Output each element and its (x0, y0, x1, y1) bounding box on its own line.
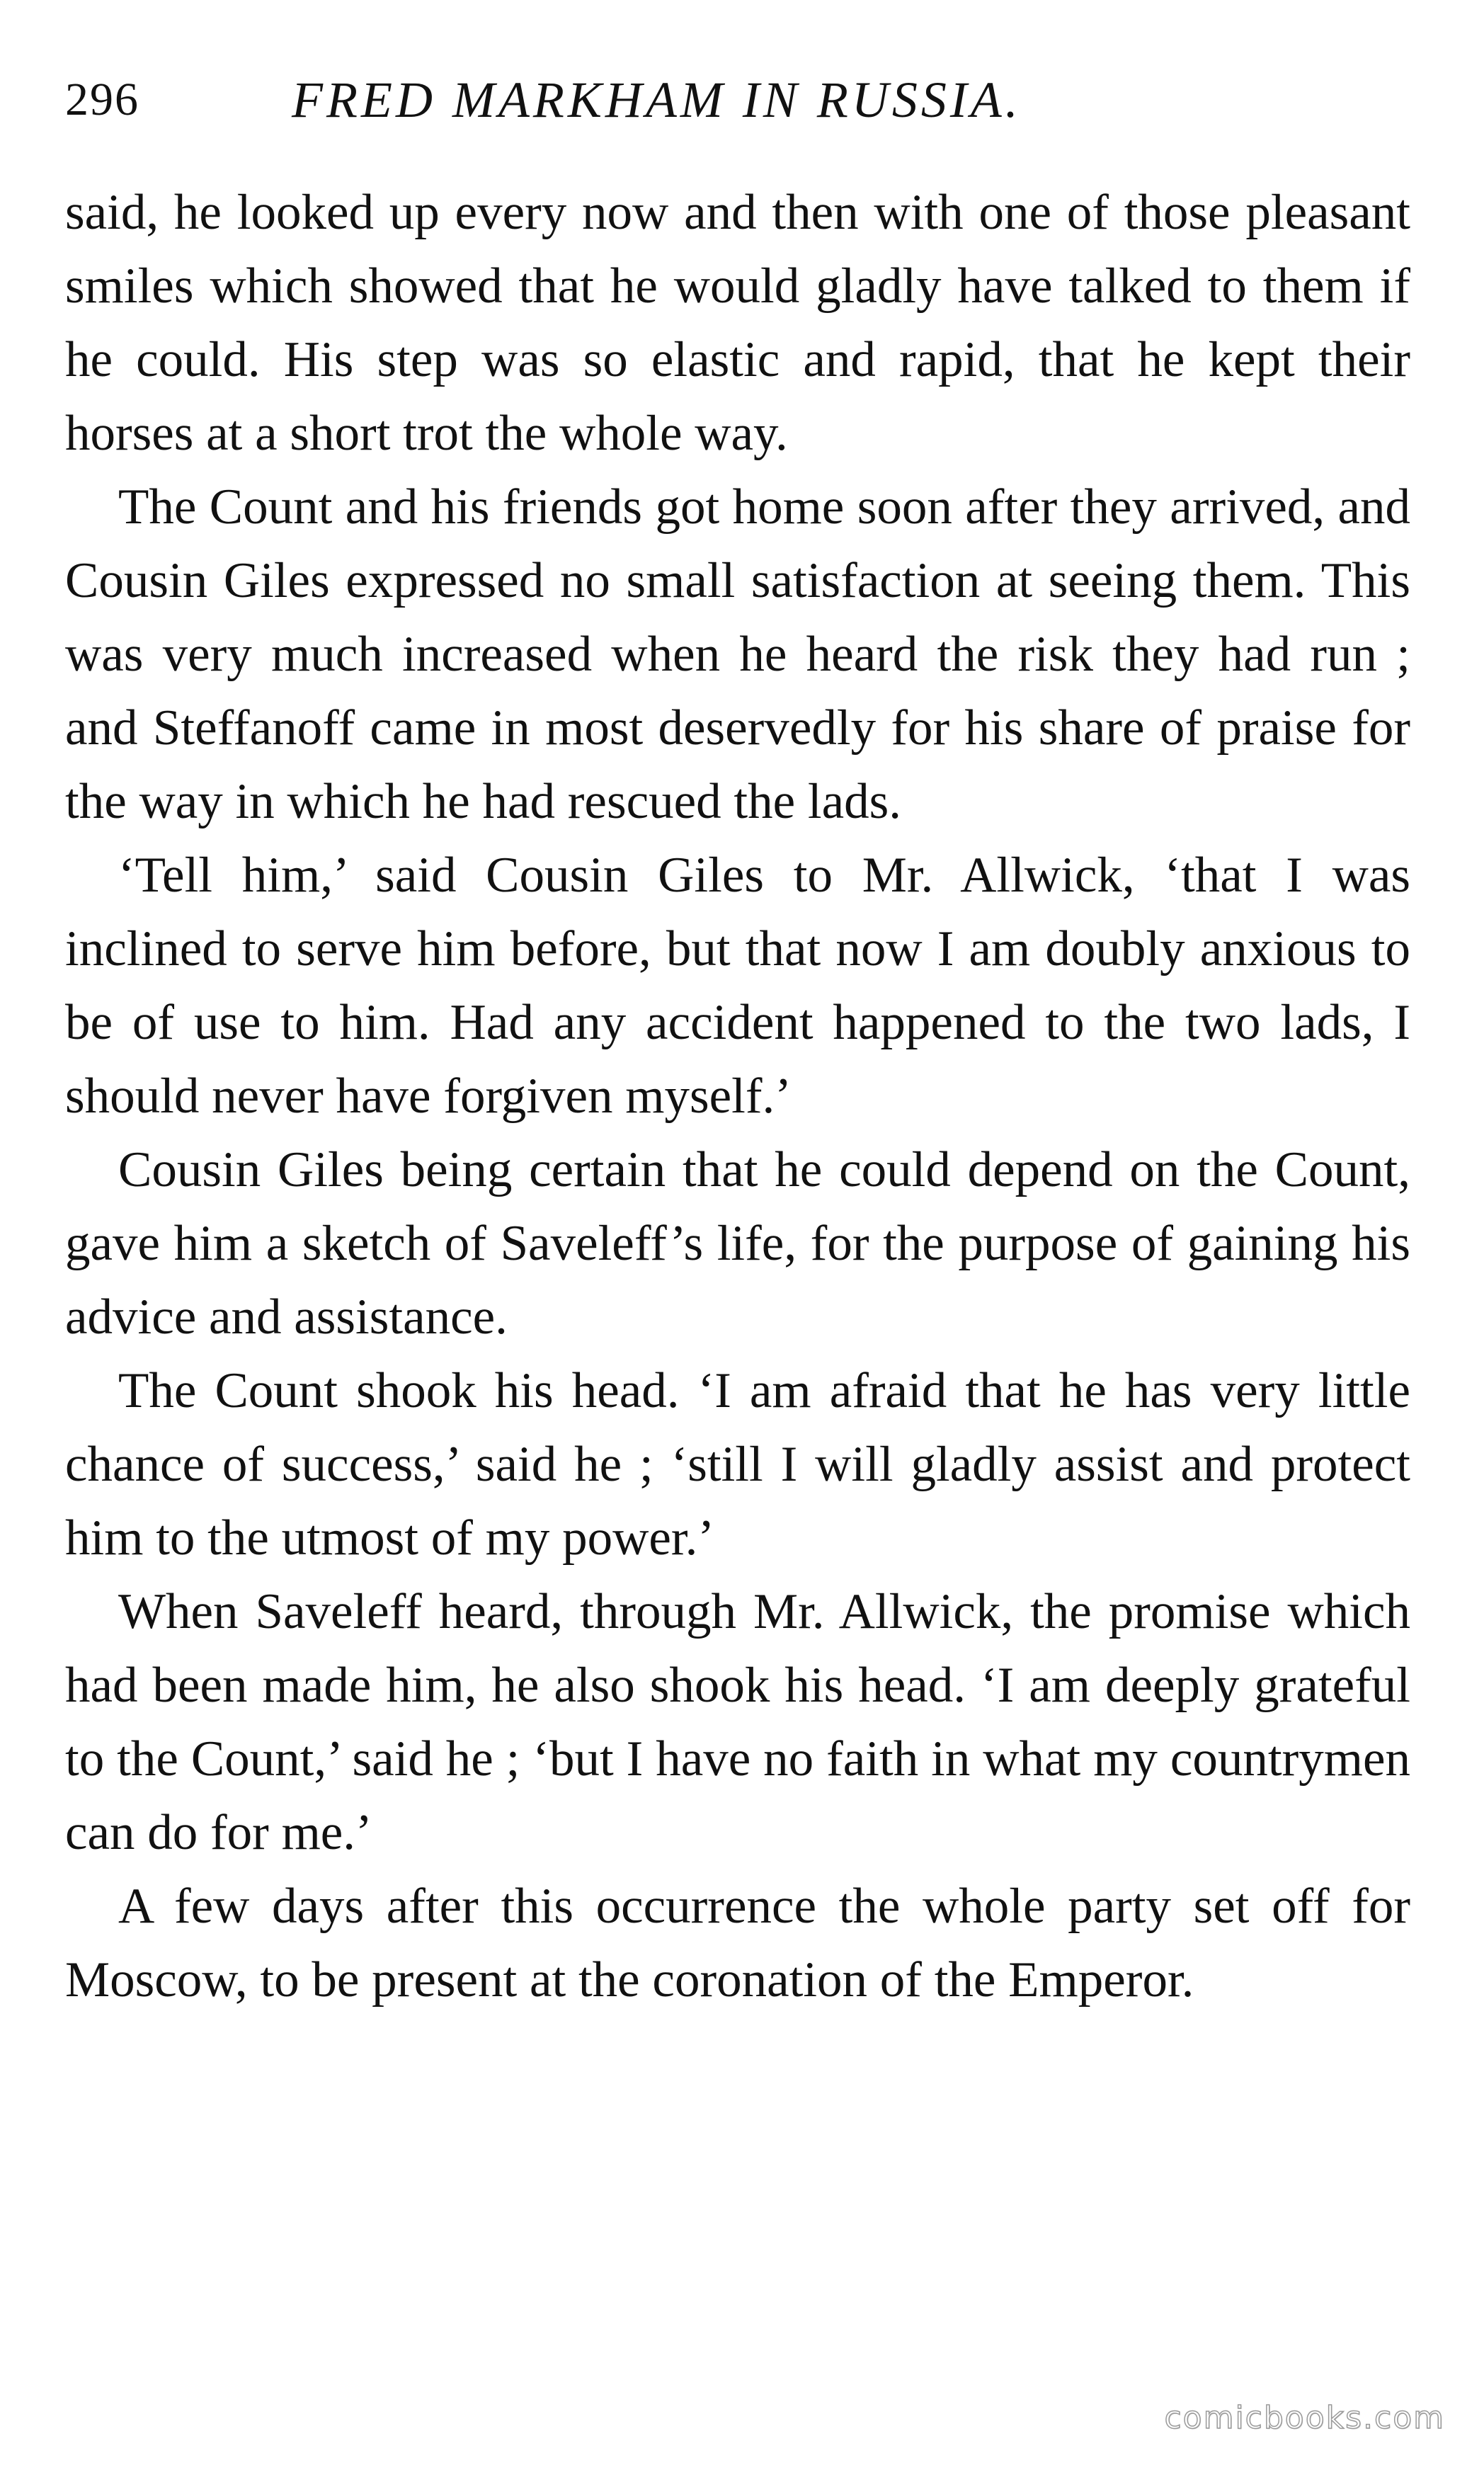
running-title: FRED MARKHAM IN RUSSIA. (292, 72, 1022, 128)
page-header (65, 68, 1425, 132)
watermark: comicbooks.com (1164, 2400, 1445, 2436)
paragraph: Cousin Giles being certain that he could depend on the Count, gave him a sketch of Saveleff’s life, for the purpose of gaining his advice and assistance. (65, 1142, 1410, 1345)
paragraph: A few days after this occurrence the whole party set off for Moscow, to be present at the coronation of the Emperor. (65, 1879, 1410, 2008)
page-number: 296 (65, 74, 139, 125)
paragraph-continued: said, he looked up every now and then with one of those pleasant smiles which showed that he would gladly have talked to them if he could. His step was so elastic and rapid, that he kept their horses at a short trot the whole way. (65, 185, 1410, 461)
paragraph: ‘Tell him,’ said Cousin Giles to Mr. Allwick, ‘that I was inclined to serve him before, but that now I am doubly anxious to be of use to him. Had any accident happened to the two lads, I should never have forgiven myself.’ (65, 848, 1410, 1124)
paragraph: The Count and his friends got home soon after they arrived, and Cousin Giles expressed no small satisfaction at seeing them. This was very much increased when he heard the risk they had run ; and Steffanoff came in most deservedly for his share of praise for the way in which he had rescued the lads. (65, 479, 1410, 829)
body-text (65, 176, 1410, 2017)
paragraph: The Count shook his head. ‘I am afraid that he has very little chance of success,’ said he ; ‘still I will gladly assist and protect him to the utmost of my power.’ (65, 1363, 1410, 1566)
paragraph: When Saveleff heard, through Mr. Allwick, the promise which had been made him, he also shook his head. ‘I am deeply grateful to the Count,’ said he ; ‘but I have no faith in what my countrymen can do for me.’ (65, 1584, 1410, 1860)
